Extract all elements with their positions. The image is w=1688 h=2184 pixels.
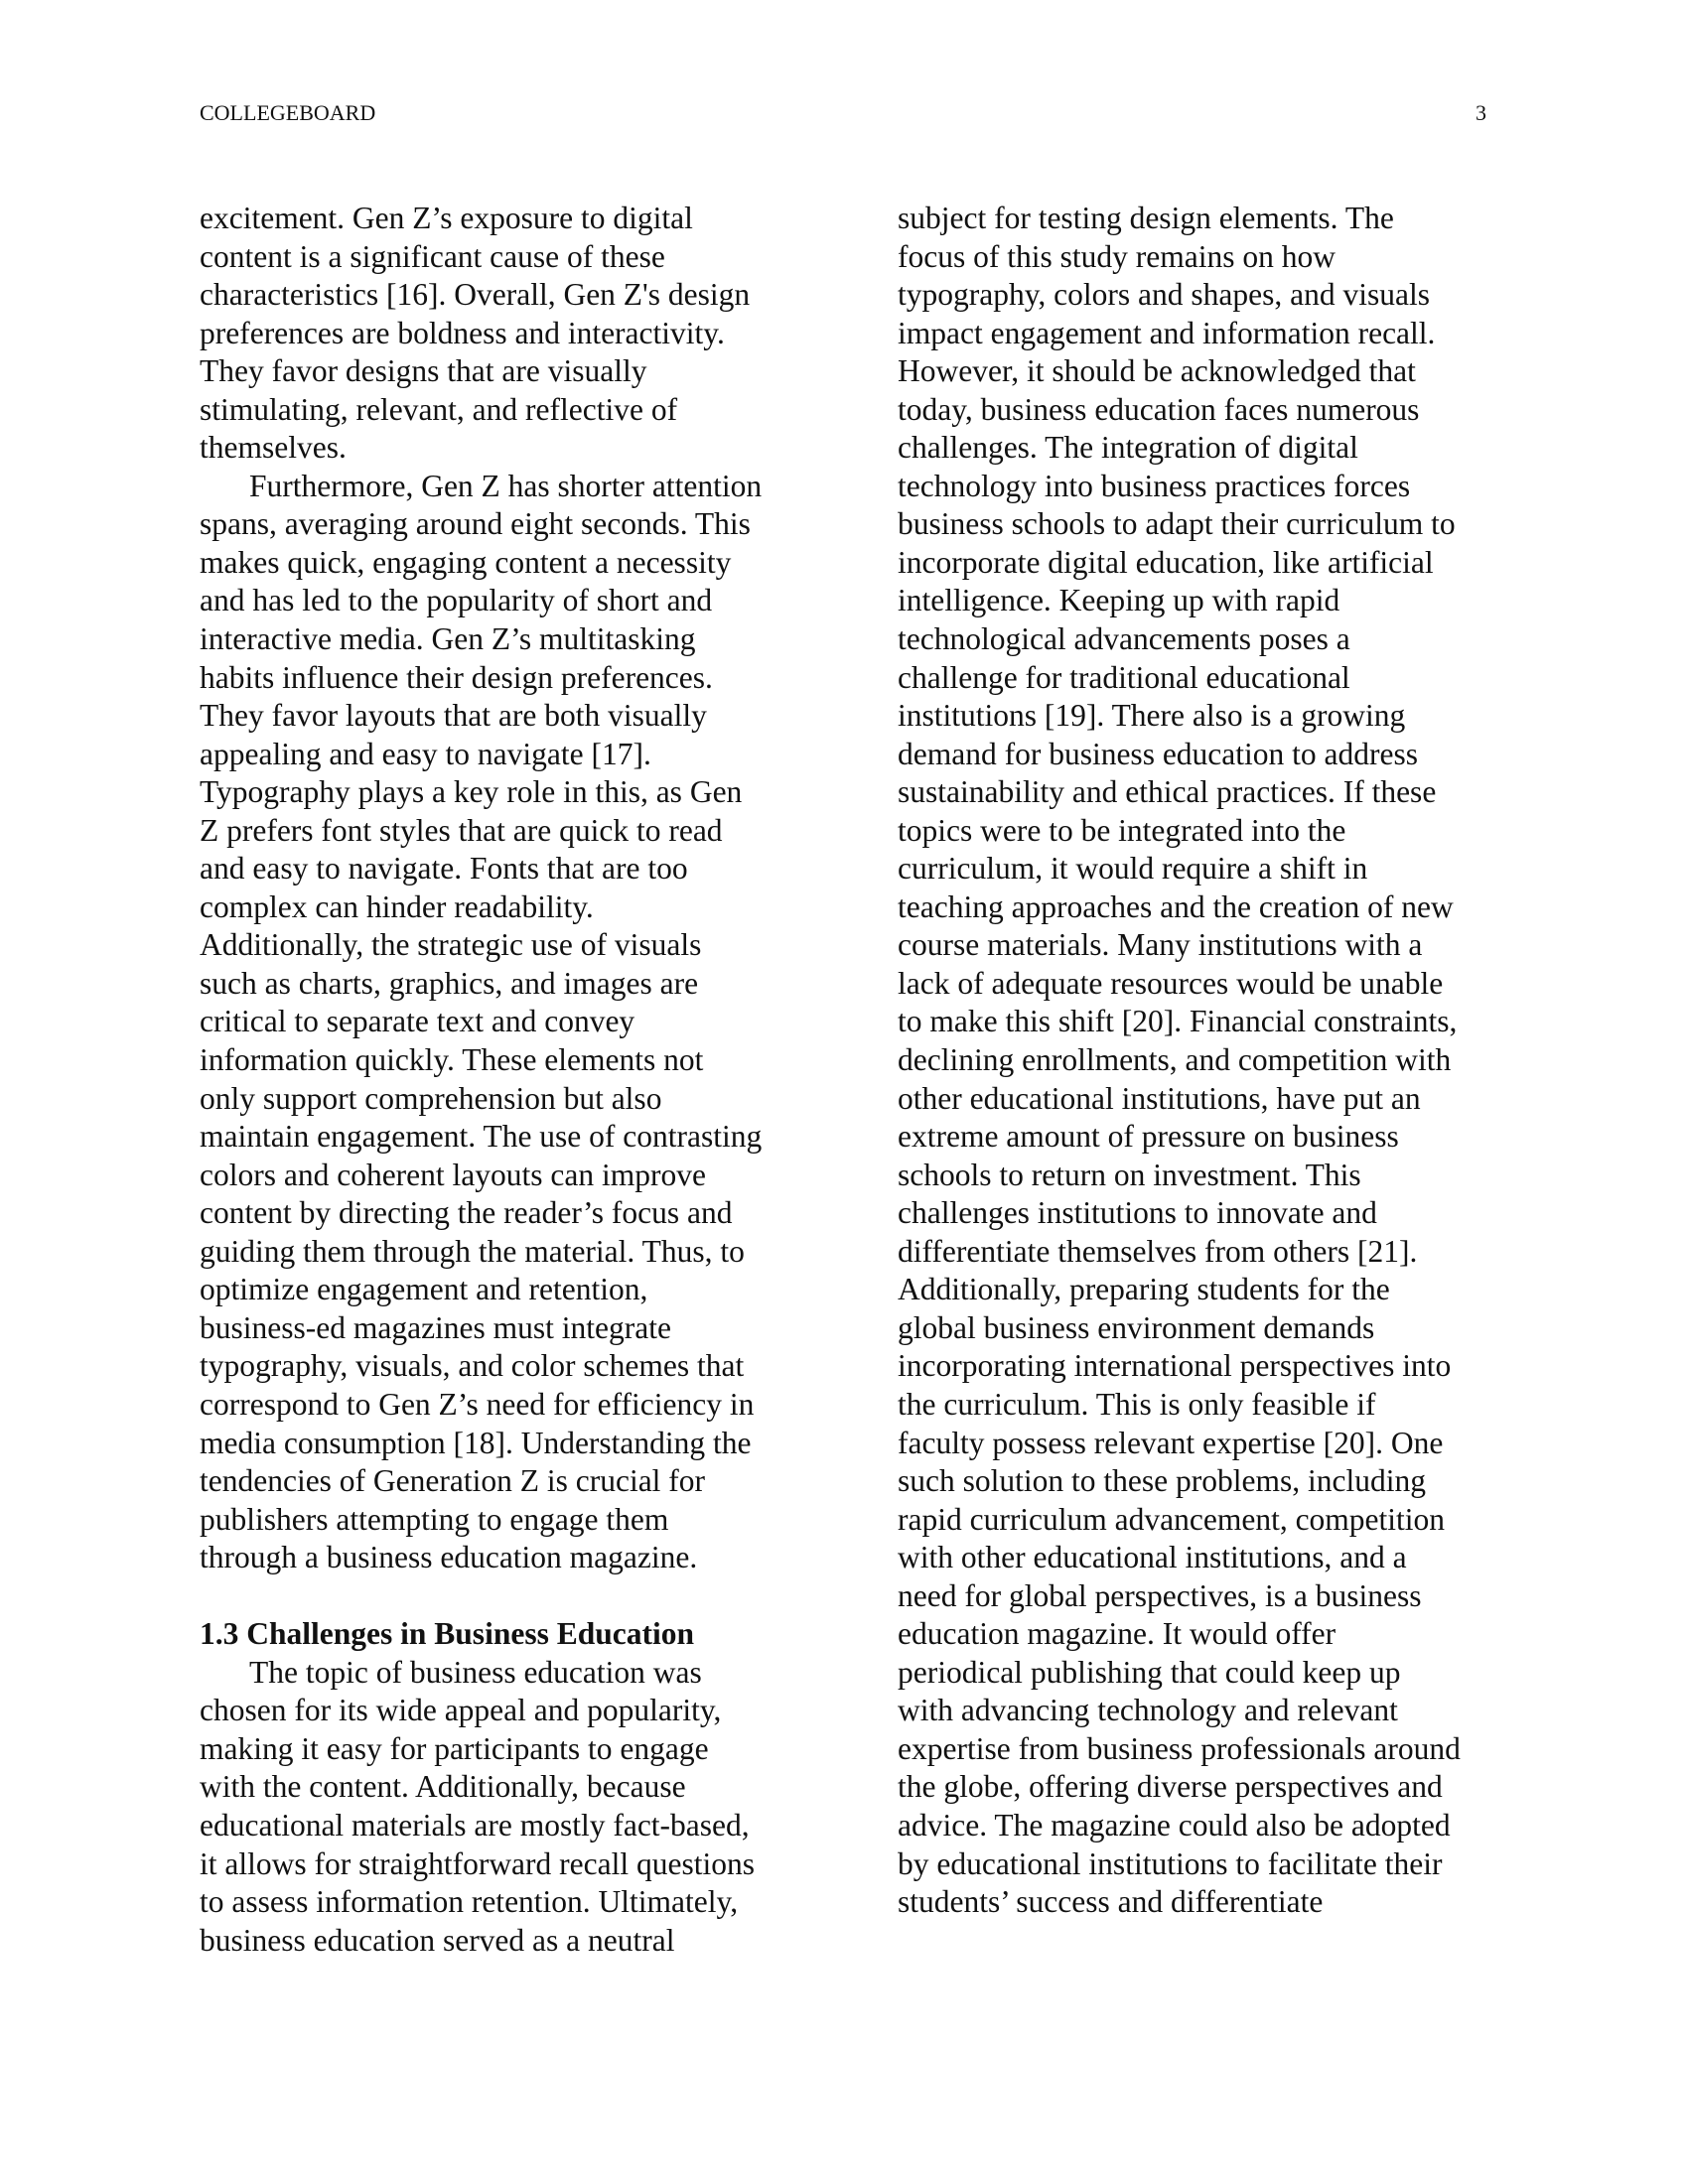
text-line: institutions [19]. There also is a growing [898,698,1406,734]
text-line: educational materials are mostly fact-based, [200,1807,750,1843]
text-line: preferences are boldness and interactivity. [200,315,725,350]
text-line: However, it should be acknowledged that [898,353,1416,389]
section-heading: 1.3 Challenges in Business Education [200,1616,695,1652]
text-line: with advancing technology and relevant [898,1693,1398,1728]
text-line: makes quick, engaging content a necessity [200,544,732,580]
text-line: the globe, offering diverse perspectives and [898,1769,1443,1805]
text-line: stimulating, relevant, and reflective of [200,391,678,427]
text-line: challenges. The integration of digital [898,430,1358,466]
text-line: making it easy for participants to engage [200,1730,709,1766]
text-line: course materials. Many institutions with a [898,927,1423,963]
text-line: incorporating international perspectives into [898,1348,1452,1384]
text-line: complex can hinder readability. [200,888,594,924]
text-line: intelligence. Keeping up with rapid [898,583,1340,618]
text-line: such as charts, graphics, and images are [200,965,699,1001]
text-line: topics were to be integrated into the [898,812,1346,848]
text-line: periodical publishing that could keep up [898,1654,1401,1690]
text-line: other educational institutions, have put an [898,1080,1421,1116]
text-line: Additionally, the strategic use of visuals [200,927,702,963]
text-line: habits influence their design preferences. [200,659,713,695]
paragraph-gen-z-exposure [200,200,835,468]
text-line: impact engagement and information recall. [898,315,1436,350]
text-line: typography, visuals, and color schemes that [200,1348,745,1384]
text-line: need for global perspectives, is a business [898,1577,1422,1613]
text-line: challenge for traditional educational [898,659,1350,695]
text-line: Typography plays a key role in this, as Gen [200,774,743,810]
right-column [898,200,1533,1922]
text-line: content is a significant cause of these [200,238,665,274]
text-line: and has led to the popularity of short and [200,583,713,618]
text-line: Furthermore, Gen Z has shorter attention [249,468,763,503]
text-line: teaching approaches and the creation of new [898,888,1454,924]
text-line: differentiate themselves from others [21]. [898,1233,1418,1269]
text-line: to assess information retention. Ultimately, [200,1884,739,1920]
text-line: Z prefers font styles that are quick to read [200,812,723,848]
text-line: critical to separate text and convey [200,1004,635,1039]
text-line: with the content. Additionally, because [200,1769,686,1805]
text-line: Additionally, preparing students for the [898,1272,1390,1307]
text-line: focus of this study remains on how [898,238,1336,274]
text-line: They favor designs that are visually [200,353,647,389]
text-line: declining enrollments, and competition with [898,1042,1452,1078]
text-line: content by directing the reader’s focus and [200,1195,733,1231]
text-line: information quickly. These elements not [200,1042,704,1078]
page-number: 3 [1476,100,1486,125]
text-line: incorporate digital education, like artificial [898,544,1434,580]
text-line: today, business education faces numerous [898,391,1420,427]
text-line: optimize engagement and retention, [200,1272,648,1307]
text-line: excitement. Gen Z’s exposure to digital [200,201,693,235]
text-line: colors and coherent layouts can improve [200,1157,706,1192]
text-line: technological advancements poses a [898,621,1350,657]
paragraph-topic-choice-continued [898,200,1533,1922]
text-line: extreme amount of pressure on business [898,1119,1399,1155]
text-line: guiding them through the material. Thus, to [200,1233,745,1269]
text-line: typography, colors and shapes, and visuals [898,277,1430,313]
text-line: rapid curriculum advancement, competition [898,1501,1446,1537]
text-line: tendencies of Generation Z is crucial for [200,1463,706,1499]
text-line: correspond to Gen Z’s need for efficiency in [200,1386,755,1422]
paragraph-topic-choice [200,1654,835,1960]
text-line: characteristics [16]. Overall, Gen Z's design [200,277,751,313]
text-line: demand for business education to address [898,736,1418,771]
text-line: expertise from business professionals around [898,1730,1461,1766]
text-line: by educational institutions to facilitate their [898,1845,1443,1881]
text-line: subject for testing design elements. The [898,201,1394,235]
text-line: advice. The magazine could also be adopted [898,1807,1451,1843]
text-line: education magazine. It would offer [898,1616,1336,1652]
text-line: challenges institutions to innovate and [898,1195,1377,1231]
left-column [200,200,835,1960]
text-line: lack of adequate resources would be unable [898,965,1444,1001]
text-line: such solution to these problems, including [898,1463,1426,1499]
text-line: business-ed magazines must integrate [200,1309,671,1345]
text-line: through a business education magazine. [200,1540,698,1575]
text-line: students’ success and differentiate [898,1884,1324,1920]
text-line: only support comprehension but also [200,1080,662,1116]
text-line: publishers attempting to engage them [200,1501,669,1537]
text-line: media consumption [18]. Understanding the [200,1425,752,1460]
text-line: to make this shift [20]. Financial constraints, [898,1004,1458,1039]
running-head: COLLEGEBOARD [200,100,376,125]
text-line: The topic of business education was [249,1654,702,1690]
text-line: with other educational institutions, and a [898,1540,1407,1575]
text-line: sustainability and ethical practices. If these [898,774,1437,810]
text-line: schools to return on investment. This [898,1157,1361,1192]
text-line: global business environment demands [898,1309,1375,1345]
text-line: business education served as a neutral [200,1922,675,1958]
text-line: They favor layouts that are both visually [200,698,707,734]
text-line: the curriculum. This is only feasible if [898,1386,1376,1422]
text-line: curriculum, it would require a shift in [898,851,1368,887]
text-line: appealing and easy to navigate [17]. [200,736,651,771]
paragraph-spacer [200,1577,835,1616]
text-line: business schools to adapt their curriculum to [898,506,1456,542]
text-line: chosen for its wide appeal and popularity, [200,1693,722,1728]
text-line: and easy to navigate. Fonts that are too [200,851,688,887]
text-line: technology into business practices forces [898,468,1411,503]
text-line: spans, averaging around eight seconds. This [200,506,751,542]
text-line: faculty possess relevant expertise [20]. One [898,1425,1444,1460]
text-line: themselves. [200,430,347,466]
text-line: interactive media. Gen Z’s multitasking [200,621,696,657]
text-line: it allows for straightforward recall questions [200,1845,755,1881]
text-line: maintain engagement. The use of contrasting [200,1119,763,1155]
paragraph-attention-spans [200,468,835,1577]
